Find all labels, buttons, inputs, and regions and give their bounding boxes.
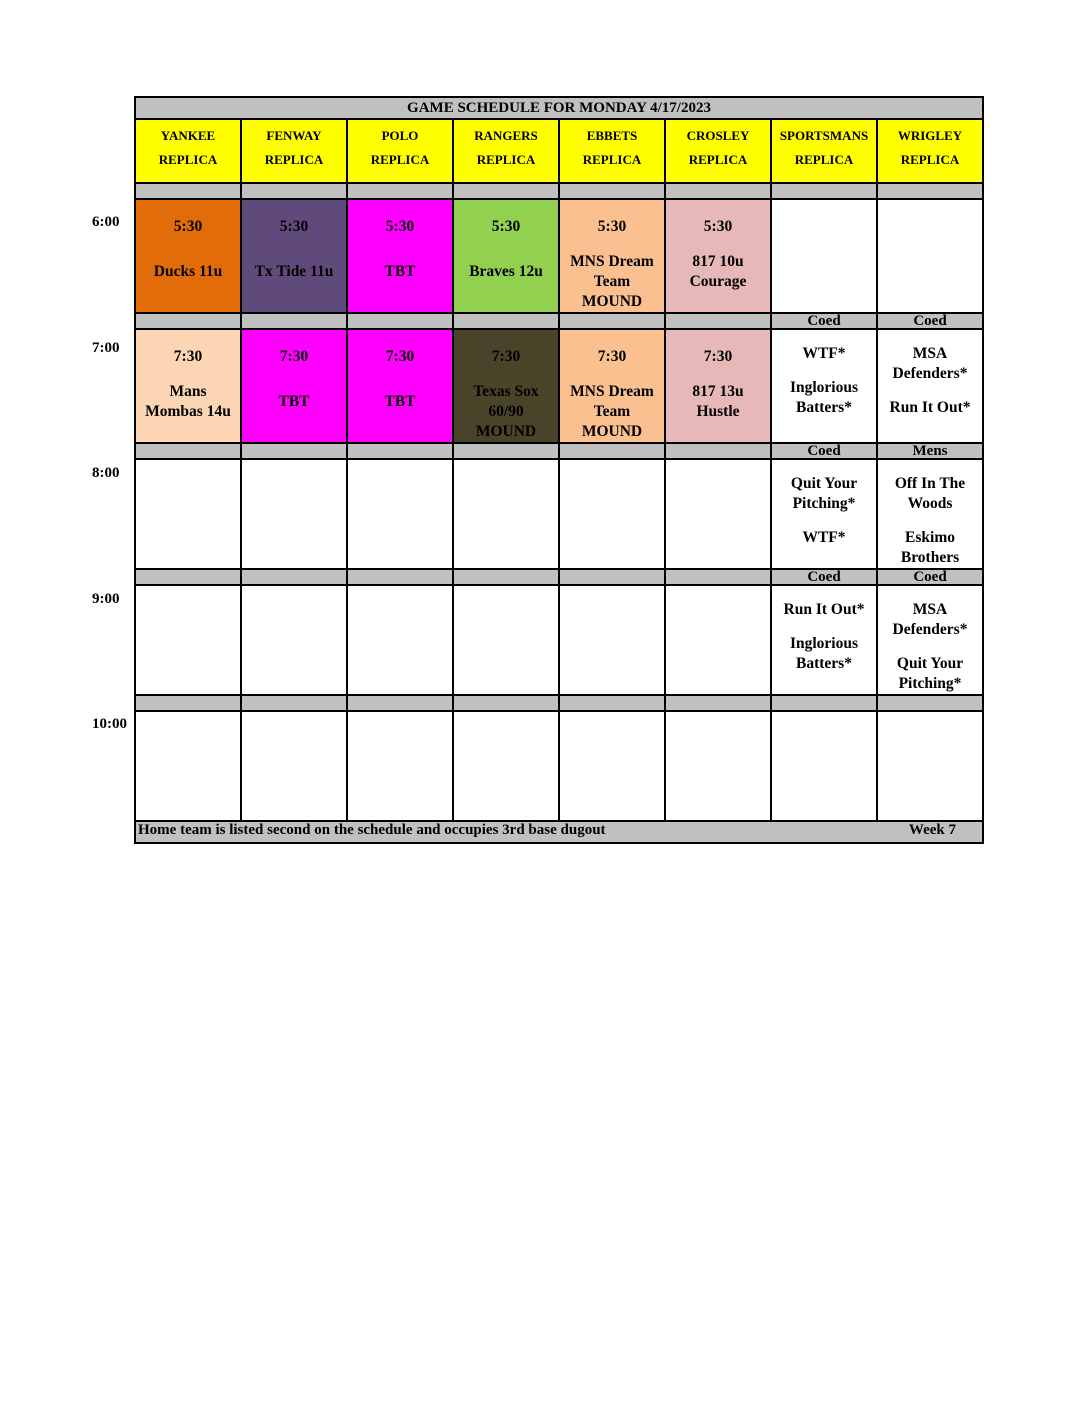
league-label — [241, 569, 347, 585]
league-label — [559, 569, 665, 585]
game-time: 7:30 — [279, 348, 309, 365]
team-block — [242, 392, 346, 412]
team-block — [666, 382, 770, 422]
game-cell — [665, 329, 771, 443]
team-name: WTF* — [802, 529, 846, 546]
team-block — [136, 382, 240, 422]
field-name: SPORTSMANS — [779, 128, 869, 143]
league-label — [665, 695, 771, 711]
game-cell — [453, 459, 559, 569]
game-cell — [135, 329, 241, 443]
team-name: Mans — [169, 383, 207, 400]
league-label — [559, 695, 665, 711]
game-1 — [878, 600, 982, 640]
field-header — [135, 119, 241, 183]
field-name: CROSLEY — [686, 128, 750, 143]
field-sub: REPLICA — [900, 152, 960, 167]
league-label: Coed — [771, 443, 877, 459]
team-name: Quit Your — [896, 655, 964, 672]
game-cell — [241, 585, 347, 695]
game-cell — [877, 329, 983, 443]
field-name: FENWAY — [266, 128, 322, 143]
game-cell — [135, 711, 241, 821]
team-block — [666, 252, 770, 292]
game-cell — [559, 459, 665, 569]
game-cell — [665, 459, 771, 569]
game-cell — [877, 711, 983, 821]
team-name: Quit Your — [790, 475, 858, 492]
team-name: 60/90 — [488, 403, 524, 420]
team-name: MNS Dream — [570, 253, 654, 270]
separator-cell — [877, 183, 983, 199]
game-cell — [559, 199, 665, 313]
league-label — [453, 695, 559, 711]
league-label: Coed — [877, 569, 983, 585]
game-time: 7:30 — [597, 348, 627, 365]
game-cell — [665, 199, 771, 313]
time-slot-row — [135, 199, 983, 313]
game-cell — [347, 459, 453, 569]
field-sub: REPLICA — [158, 152, 218, 167]
league-label — [135, 569, 241, 585]
game-cell — [665, 585, 771, 695]
team-name: Inglorious — [789, 635, 859, 652]
team-name: 817 13u — [692, 383, 744, 400]
game-cell — [771, 199, 877, 313]
game-1 — [878, 344, 982, 384]
game-time: 5:30 — [385, 218, 415, 235]
game-2 — [878, 654, 982, 694]
team-name: Defenders* — [892, 621, 968, 638]
time-slot-row — [135, 329, 983, 443]
team-block — [454, 382, 558, 442]
team-name: Eskimo — [905, 529, 955, 546]
game-time: 7:30 — [703, 348, 733, 365]
field-sub: REPLICA — [264, 152, 324, 167]
field-header — [665, 119, 771, 183]
game-cell — [453, 585, 559, 695]
field-name: YANKEE — [160, 128, 216, 143]
game-cell — [453, 711, 559, 821]
team-name: Woods — [907, 495, 953, 512]
league-label — [559, 443, 665, 459]
team-block — [560, 252, 664, 312]
team-name: Braves 12u — [469, 263, 543, 280]
game-cell — [771, 329, 877, 443]
game-cell — [559, 711, 665, 821]
time-slot-row — [135, 459, 983, 569]
league-label — [241, 443, 347, 459]
time-label: 7:00 — [92, 340, 120, 356]
field-header — [877, 119, 983, 183]
league-label — [347, 569, 453, 585]
team-name: MOUND — [475, 423, 537, 440]
team-name: WTF* — [802, 345, 846, 362]
game-cell — [347, 711, 453, 821]
field-name: POLO — [381, 128, 419, 143]
time-slot-row — [135, 585, 983, 695]
separator-cell — [665, 183, 771, 199]
team-name: MNS Dream — [570, 383, 654, 400]
league-label — [347, 313, 453, 329]
league-label — [135, 695, 241, 711]
team-block — [560, 382, 664, 442]
separator-row — [135, 443, 983, 459]
separator-row — [135, 569, 983, 585]
separator-row — [135, 183, 983, 199]
game-1 — [772, 344, 876, 364]
field-header — [453, 119, 559, 183]
team-name: 817 10u — [692, 253, 744, 270]
separator-cell — [347, 183, 453, 199]
field-sub: REPLICA — [476, 152, 536, 167]
team-name: Defenders* — [892, 365, 968, 382]
game-cell — [559, 585, 665, 695]
team-name: MOUND — [581, 293, 643, 310]
game-time: 5:30 — [491, 218, 521, 235]
team-block — [348, 262, 452, 282]
game-2 — [878, 528, 982, 568]
team-block — [136, 262, 240, 282]
game-cell — [453, 199, 559, 313]
game-time: 7:30 — [385, 348, 415, 365]
separator-cell — [135, 183, 241, 199]
team-block — [348, 392, 452, 412]
league-label — [665, 313, 771, 329]
week-label: Week 7 — [908, 822, 956, 838]
league-label — [241, 695, 347, 711]
team-name: MOUND — [581, 423, 643, 440]
league-label — [771, 695, 877, 711]
team-name: Batters* — [796, 655, 852, 672]
team-name: Ducks 11u — [153, 263, 223, 280]
team-block — [454, 262, 558, 282]
field-name: EBBETS — [586, 128, 638, 143]
game-cell — [241, 329, 347, 443]
separator-cell — [771, 183, 877, 199]
team-name: Texas Sox — [473, 383, 539, 400]
game-cell — [241, 199, 347, 313]
game-time: 5:30 — [703, 218, 733, 235]
league-label: Coed — [771, 569, 877, 585]
league-label — [241, 313, 347, 329]
field-header — [241, 119, 347, 183]
league-label — [135, 313, 241, 329]
team-block — [242, 262, 346, 282]
game-cell — [771, 459, 877, 569]
footer-cell — [135, 821, 983, 843]
team-name: Pitching* — [898, 675, 962, 692]
time-slot-row — [135, 711, 983, 821]
field-header-row — [135, 119, 983, 183]
league-label — [135, 443, 241, 459]
team-name: Run It Out* — [783, 601, 865, 618]
league-label — [665, 443, 771, 459]
time-label: 8:00 — [92, 465, 120, 481]
game-cell — [135, 459, 241, 569]
time-label: 9:00 — [92, 591, 120, 607]
game-2 — [772, 378, 876, 418]
game-cell — [241, 459, 347, 569]
team-name: Courage — [689, 273, 747, 290]
field-header — [771, 119, 877, 183]
game-2 — [772, 528, 876, 548]
game-2 — [878, 398, 982, 418]
league-label — [877, 695, 983, 711]
schedule-table — [134, 96, 984, 844]
game-cell — [347, 585, 453, 695]
game-cell — [771, 711, 877, 821]
game-cell — [347, 329, 453, 443]
game-cell — [559, 329, 665, 443]
team-name: TBT — [384, 393, 416, 410]
field-header — [347, 119, 453, 183]
game-time: 7:30 — [491, 348, 521, 365]
league-label: Coed — [877, 313, 983, 329]
field-name: WRIGLEY — [897, 128, 963, 143]
league-label — [347, 443, 453, 459]
game-cell — [877, 459, 983, 569]
team-name: Hustle — [696, 403, 740, 420]
league-label — [347, 695, 453, 711]
team-name: Run It Out* — [889, 399, 971, 416]
team-name: Mombas 14u — [145, 403, 231, 420]
separator-cell — [241, 183, 347, 199]
game-1 — [772, 474, 876, 514]
game-1 — [878, 474, 982, 514]
league-label — [665, 569, 771, 585]
game-cell — [453, 329, 559, 443]
field-sub: REPLICA — [370, 152, 430, 167]
team-name: Tx Tide 11u — [254, 263, 334, 280]
team-name: Brothers — [900, 549, 960, 566]
separator-row — [135, 695, 983, 711]
game-time: 7:30 — [173, 348, 203, 365]
game-cell — [877, 585, 983, 695]
schedule-title: GAME SCHEDULE FOR MONDAY 4/17/2023 — [135, 97, 983, 119]
home-team-note: Home team is listed second on the schedule and occupies 3rd base dugout — [138, 822, 606, 838]
game-cell — [771, 585, 877, 695]
team-name: MSA — [912, 601, 948, 618]
field-sub: REPLICA — [688, 152, 748, 167]
team-name: Pitching* — [792, 495, 856, 512]
game-cell — [135, 199, 241, 313]
time-label: 10:00 — [92, 716, 127, 732]
game-2 — [772, 634, 876, 674]
game-cell — [877, 199, 983, 313]
field-name: RANGERS — [474, 128, 538, 143]
game-cell — [135, 585, 241, 695]
team-name: Team — [593, 403, 631, 420]
game-time: 5:30 — [173, 218, 203, 235]
league-label — [559, 313, 665, 329]
league-label — [453, 313, 559, 329]
time-label: 6:00 — [92, 214, 120, 230]
game-cell — [347, 199, 453, 313]
league-label — [453, 443, 559, 459]
team-name: Batters* — [796, 399, 852, 416]
league-label: Mens — [877, 443, 983, 459]
separator-row — [135, 313, 983, 329]
footer-row — [135, 821, 983, 843]
game-time: 5:30 — [597, 218, 627, 235]
team-name: Team — [593, 273, 631, 290]
team-name: Inglorious — [789, 379, 859, 396]
team-name: TBT — [384, 263, 416, 280]
separator-cell — [453, 183, 559, 199]
game-1 — [772, 600, 876, 620]
game-cell — [665, 711, 771, 821]
separator-cell — [559, 183, 665, 199]
league-label — [453, 569, 559, 585]
time-column — [0, 0, 134, 840]
league-label: Coed — [771, 313, 877, 329]
field-sub: REPLICA — [794, 152, 854, 167]
team-name: TBT — [278, 393, 310, 410]
field-header — [559, 119, 665, 183]
field-sub: REPLICA — [582, 152, 642, 167]
game-cell — [241, 711, 347, 821]
game-time: 5:30 — [279, 218, 309, 235]
team-name: MSA — [912, 345, 948, 362]
team-name: Off In The — [894, 475, 966, 492]
